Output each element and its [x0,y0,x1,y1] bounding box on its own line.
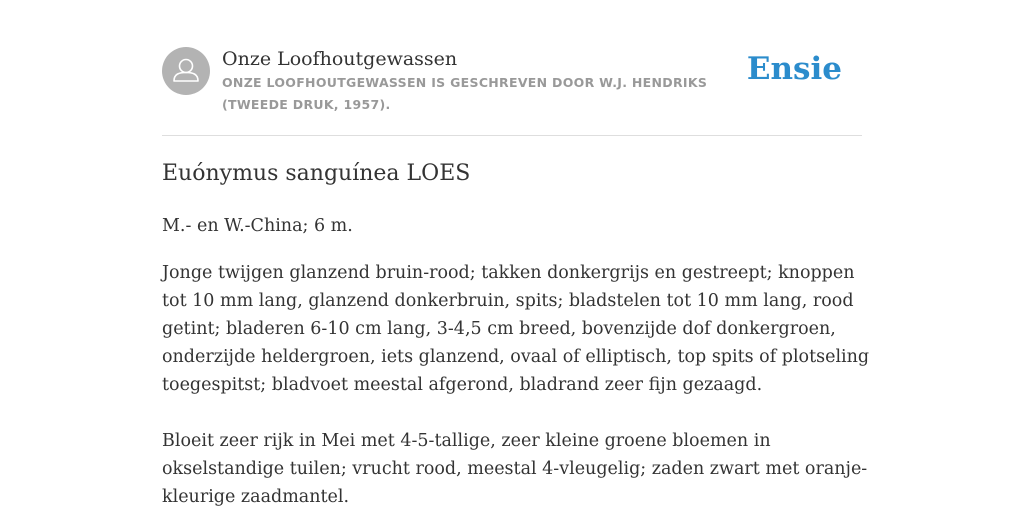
brand-logo[interactable]: Ensie [746,51,842,87]
user-icon [162,47,210,95]
entry-paragraph-distribution: M.- en W.-China; 6 m. [162,216,353,236]
avatar [162,47,210,95]
source-title[interactable]: Onze Loofhoutgewassen [222,48,458,70]
entry-title: Euónymus sanguínea LOES [162,161,471,186]
source-description: ONZE LOOFHOUTGEWASSEN IS GESCHREVEN DOOR W.J. HENDRIKS (TWEEDE DRUK, 1957). [222,75,708,112]
source-header [162,47,862,117]
entry-paragraph-description: Jonge twijgen glanzend bruin-rood; takken donkergrijs en gestreept; knoppen tot 10 mm lang, glanzend donkerbruin, spits; bladstelen tot 10 mm lang, rood getint; bladeren 6-10 cm lang, 3-4,5 cm breed, bovenzijde dof donkergroen, onderzijde heldergroen, iets glanzend, ovaal of elliptisch, top spits of plotseling toegespitst; bladvoet meestal afgerond, bladrand zeer fijn gezaagd. [162,263,870,395]
entry-paragraph-flowering: Bloeit zeer rijk in Mei met 4-5-tallige, zeer kleine groene bloemen in okselstandige tuilen; vrucht rood, meestal 4-vleugelig; zaden zwart met oranje-kleurige zaadmantel. [162,431,868,507]
divider [162,135,862,136]
